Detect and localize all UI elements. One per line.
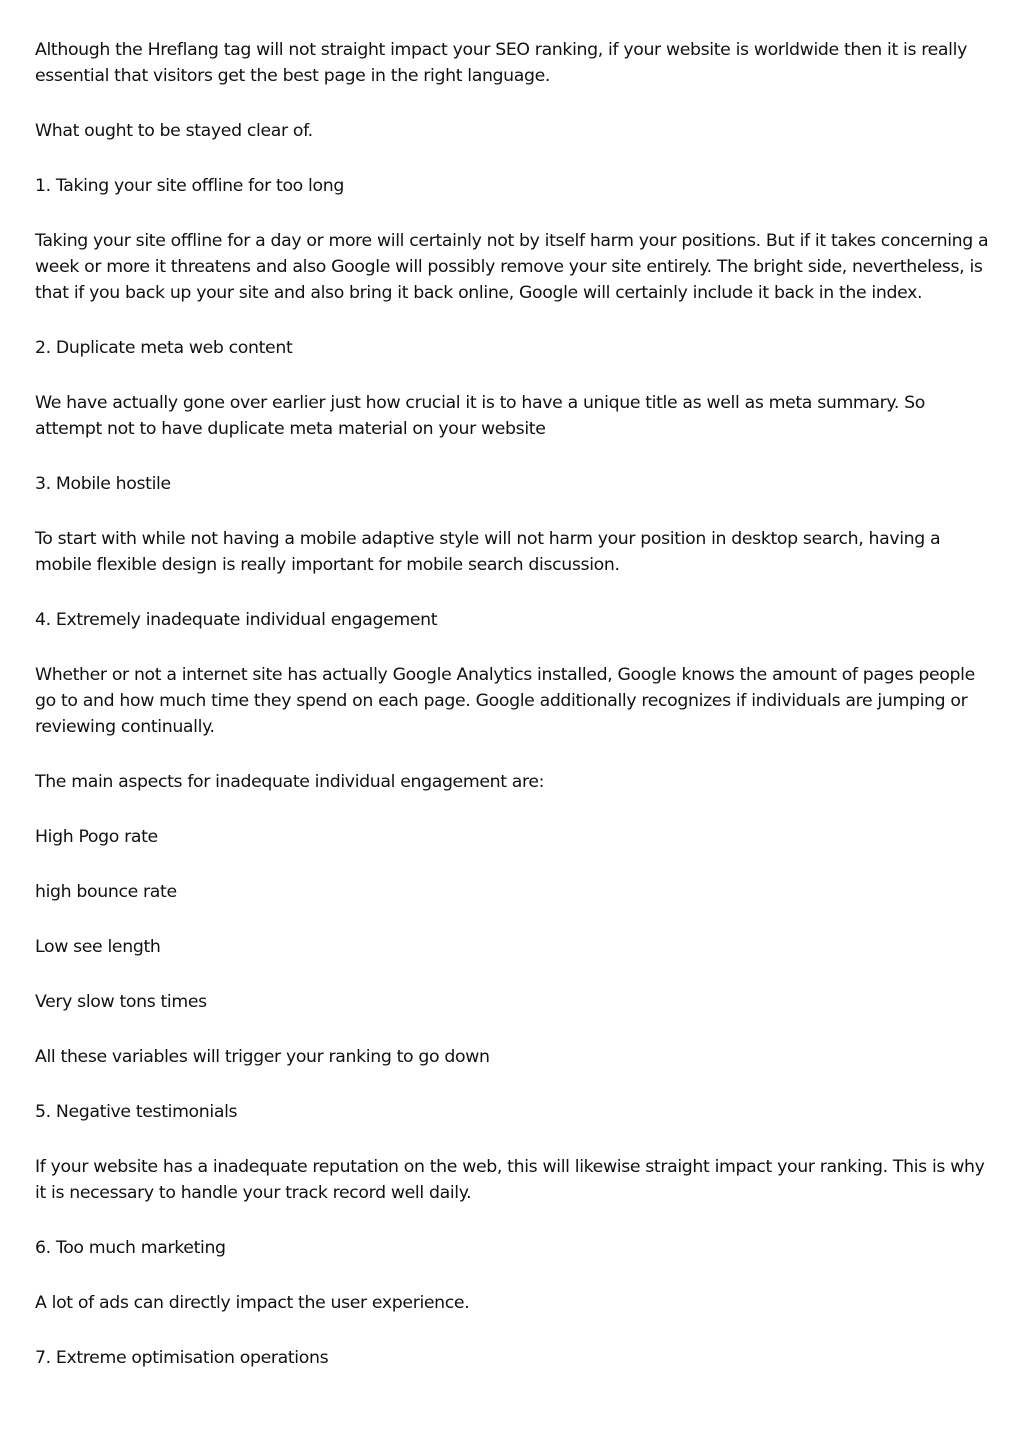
list-heading-5: 5. Negative testimonials [35, 1102, 238, 1122]
body-paragraph: Taking your site offline for a day or more will certainly not by itself harm your positions. But if it takes concerning a week or more it threatens and also Google will possibly remove your site entirely. The bright side, nevertheless, is that if you back up your site and also bring it back online, Google will certainly include it back in the index. [35, 231, 989, 303]
list-item: High Pogo rate [35, 827, 158, 847]
list-heading-1: 1. Taking your site offline for too long [35, 176, 344, 196]
list-item: Low see length [35, 937, 161, 957]
list-item: Very slow tons times [35, 992, 207, 1012]
body-paragraph: Whether or not a internet site has actually Google Analytics installed, Google knows the amount of pages people go to and how much time they spend on each page. Google additionally recognizes if individuals are jumping or reviewing continually. [35, 665, 975, 737]
list-item: high bounce rate [35, 882, 177, 902]
body-paragraph: If your website has a inadequate reputation on the web, this will likewise straight impact your ranking. This is why it is necessary to handle your track record well daily. [35, 1157, 985, 1203]
list-heading-6: 6. Too much marketing [35, 1238, 226, 1258]
body-paragraph: To start with while not having a mobile adaptive style will not harm your position in desktop search, having a mobile flexible design is really important for mobile search discussion. [35, 529, 941, 575]
intro-paragraph: Although the Hreflang tag will not straight impact your SEO ranking, if your website is worldwide then it is really essential that visitors get the best page in the right language. [35, 40, 967, 86]
list-heading-4: 4. Extremely inadequate individual engagement [35, 610, 438, 630]
document-body [35, 37, 995, 1400]
body-paragraph: We have actually gone over earlier just how crucial it is to have a unique title as well as meta summary. So attempt not to have duplicate meta material on your website [35, 393, 925, 439]
list-heading-7: 7. Extreme optimisation operations [35, 1348, 329, 1368]
list-heading-3: 3. Mobile hostile [35, 474, 171, 494]
list-heading-2: 2. Duplicate meta web content [35, 338, 293, 358]
body-paragraph: All these variables will trigger your ranking to go down [35, 1047, 490, 1067]
body-paragraph: The main aspects for inadequate individual engagement are: [35, 772, 545, 792]
section-heading: What ought to be stayed clear of. [35, 121, 313, 141]
body-paragraph: A lot of ads can directly impact the user experience. [35, 1293, 470, 1313]
